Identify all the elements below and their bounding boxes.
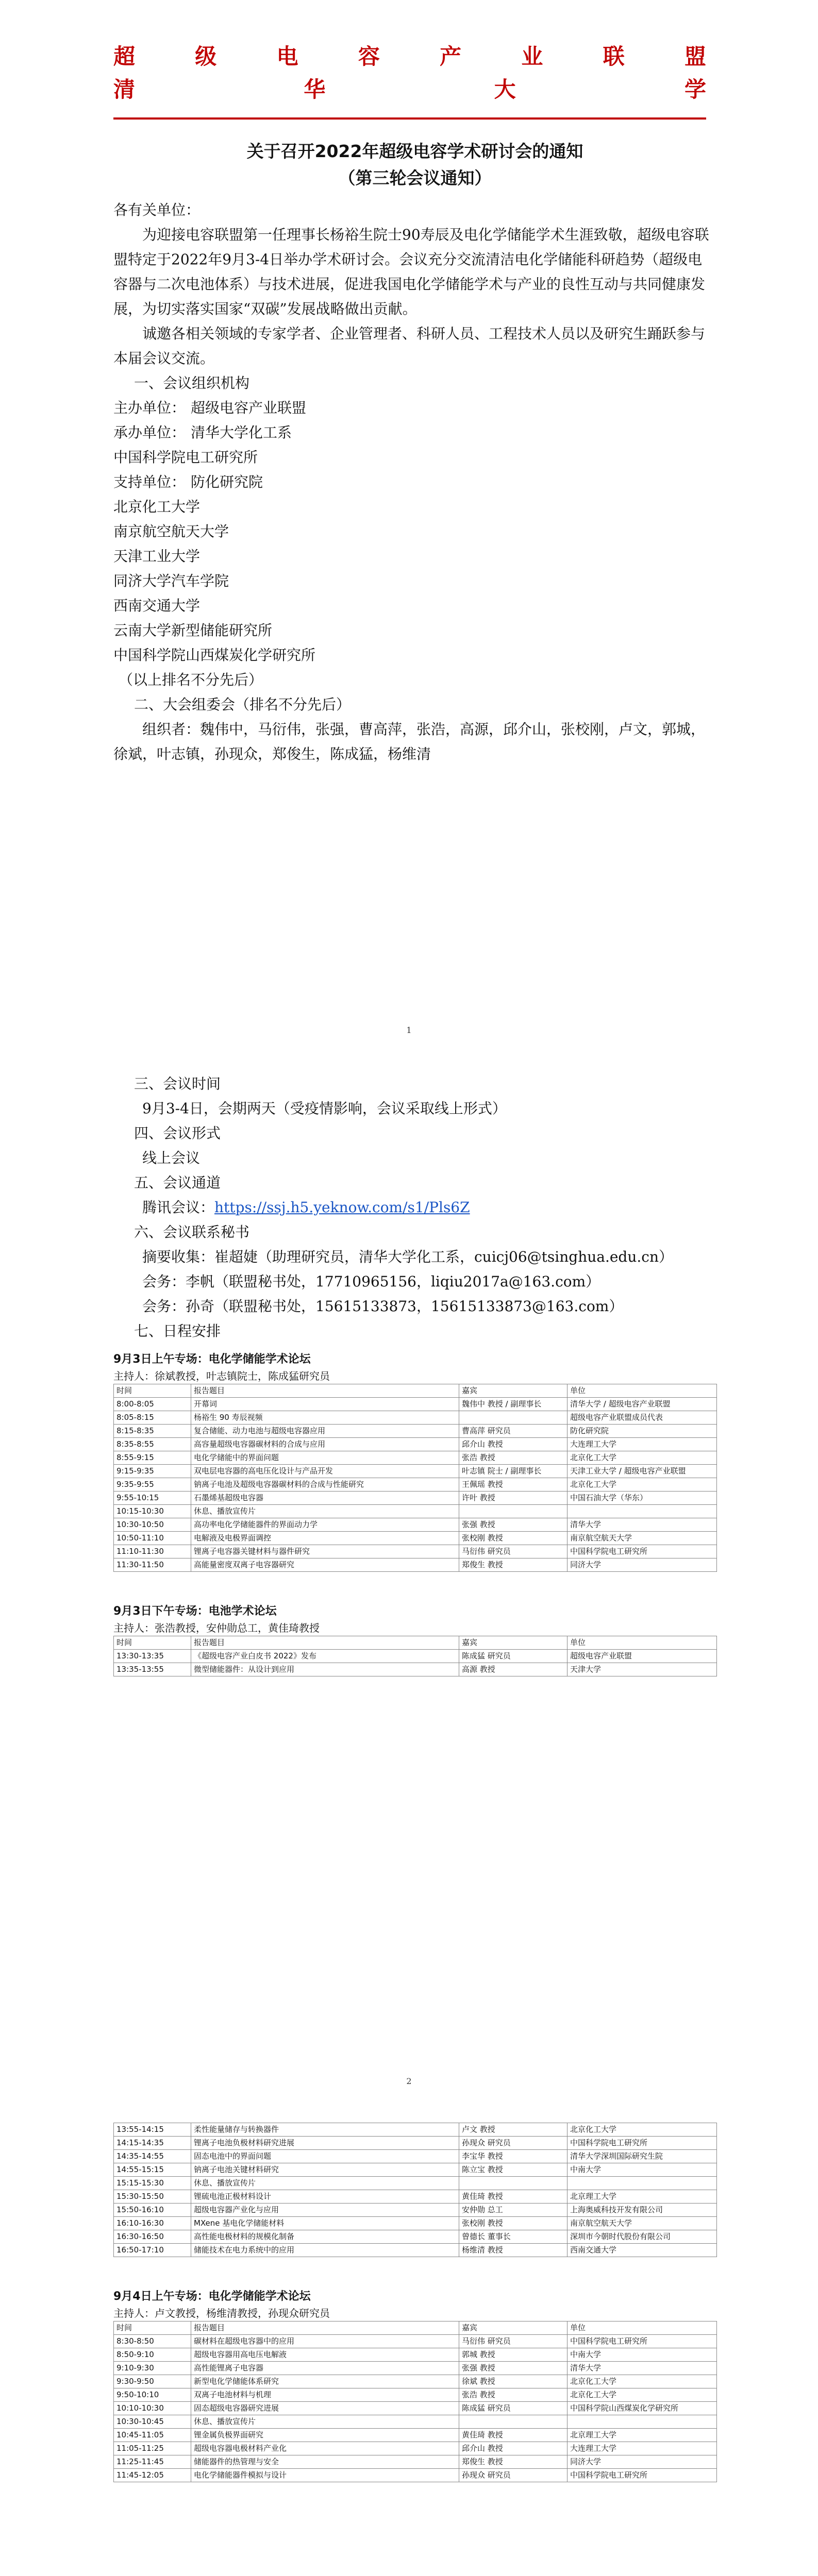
table-row — [114, 2150, 717, 2163]
row-topic: 电解液及电极界面调控 — [191, 1532, 459, 1545]
meeting-form: 线上会议 — [142, 1149, 201, 1166]
row-guest: 高源 教授 — [459, 1663, 567, 1676]
letterhead-char: 学 — [684, 77, 706, 102]
table-row — [114, 1558, 717, 1572]
column-header-unit: 单位 — [567, 1636, 717, 1650]
row-unit: 中国科学院电工研究所 — [567, 2335, 717, 2348]
row-unit: 西南交通大学 — [567, 2244, 717, 2257]
row-topic: 电化学储能器件模拟与设计 — [191, 2469, 459, 2482]
row-unit: 上海奥威科技开发有限公司 — [567, 2204, 717, 2217]
table-header-row — [114, 2321, 717, 2335]
committee-members: 组织者：魏伟中，马衍伟，张强，曹高萍，张浩，高源，邱介山，张校刚，卢文，郭城，徐斌，叶志镇，孙现众，郑俊生，陈成猛，杨维清 — [113, 721, 706, 762]
row-topic: 固态电池中的界面问题 — [191, 2150, 459, 2163]
channel-prefix: 腾讯会议： — [142, 1199, 215, 1216]
row-guest: 郑俊生 教授 — [459, 1558, 567, 1572]
row-unit: 北京理工大学 — [567, 2190, 717, 2204]
row-guest: 陈成猛 研究员 — [459, 2402, 567, 2415]
row-topic: 微型储能器件：从设计到应用 — [191, 1663, 459, 1676]
row-guest: 张浩 教授 — [459, 2388, 567, 2402]
table-row — [114, 2415, 717, 2429]
undertake-line — [113, 420, 716, 445]
row-unit: 中国石油大学（华东） — [567, 1492, 717, 1505]
row-unit: 南京航空航天大学 — [567, 1532, 717, 1545]
row-guest: 邱介山 教授 — [459, 1438, 567, 1451]
row-unit: 清华大学 / 超级电容产业联盟 — [567, 1398, 717, 1411]
row-guest: 孙现众 研究员 — [459, 2469, 567, 2482]
table-row — [114, 1532, 717, 1545]
row-guest: 叶志镇 院士 / 副理事长 — [459, 1465, 567, 1478]
row-guest: 卢文 教授 — [459, 2123, 567, 2137]
support-org: 南京航空航天大学 — [113, 523, 229, 540]
row-unit: 北京化工大学 — [567, 1451, 717, 1465]
row-time: 14:15-14:35 — [114, 2137, 191, 2150]
letterhead-char: 业 — [521, 44, 543, 69]
table-row — [114, 1438, 717, 1451]
column-header-topic: 报告题目 — [191, 1636, 459, 1650]
table-row — [114, 1518, 717, 1532]
table-row — [114, 2402, 717, 2415]
row-guest: 张校刚 教授 — [459, 1532, 567, 1545]
column-header-time: 时间 — [114, 1384, 191, 1398]
undertake-org: 中国科学院电工研究所 — [113, 449, 258, 466]
row-unit — [567, 1505, 717, 1518]
row-guest: 邱介山 教授 — [459, 2442, 567, 2455]
row-time: 9:10-9:30 — [114, 2362, 191, 2375]
table-row — [114, 2335, 717, 2348]
row-topic: 锂金属负极界面研究 — [191, 2429, 459, 2442]
row-time: 10:10-10:30 — [114, 2402, 191, 2415]
letterhead-char: 大 — [494, 77, 516, 102]
row-topic: 钠离子电池关键材料研究 — [191, 2163, 459, 2177]
row-time: 11:30-11:50 — [114, 1558, 191, 1572]
row-guest: 黄佳琦 教授 — [459, 2429, 567, 2442]
row-topic: 电化学储能中的界面问题 — [191, 1451, 459, 1465]
row-guest: 张强 教授 — [459, 2362, 567, 2375]
table-row — [114, 1465, 717, 1478]
session-host: 主持人：张浩教授，安仲勋总工，黄佳琦教授 — [113, 1622, 320, 1634]
column-header-time: 时间 — [114, 2321, 191, 2335]
row-unit: 同济大学 — [567, 2455, 717, 2469]
row-unit: 超级电容产业联盟 — [567, 1650, 717, 1663]
row-topic: 高容量超级电容器碳材料的合成与应用 — [191, 1438, 459, 1451]
row-unit: 中南大学 — [567, 2163, 717, 2177]
row-unit: 清华大学 — [567, 2362, 717, 2375]
secretary-contact-1: 会务：李帆（联盟秘书处，17710965156，liqiu2017a@163.com） — [142, 1273, 600, 1290]
row-time: 16:50-17:10 — [114, 2244, 191, 2257]
section-time-heading: 三、会议时间 — [134, 1075, 221, 1092]
letterhead-char: 华 — [304, 77, 326, 102]
row-topic: 固态超级电容器研究进展 — [191, 2402, 459, 2415]
row-time: 9:30-9:50 — [114, 2375, 191, 2388]
column-header-guest: 嘉宾 — [459, 2321, 567, 2335]
row-guest: 马衍伟 研究员 — [459, 1545, 567, 1558]
row-guest: 陈成猛 研究员 — [459, 1650, 567, 1663]
row-unit: 清华大学深圳国际研究生院 — [567, 2150, 717, 2163]
notice-title: 关于召开2022年超级电容学术研讨会的通知 — [246, 141, 583, 161]
row-topic: MXene 基电化学储能材料 — [191, 2217, 459, 2230]
row-unit: 中国科学院山西煤炭化学研究所 — [567, 2402, 717, 2415]
row-unit: 中南大学 — [567, 2348, 717, 2362]
table-row — [114, 2429, 717, 2442]
row-topic: 超级电容器电极材料产业化 — [191, 2442, 459, 2455]
row-guest: 曾德长 董事长 — [459, 2230, 567, 2244]
row-topic: 柔性能量储存与转换器件 — [191, 2123, 459, 2137]
row-guest: 张浩 教授 — [459, 1451, 567, 1465]
row-unit — [567, 2177, 717, 2190]
row-unit: 超级电容产业联盟成员代表 — [567, 1411, 717, 1425]
row-unit — [567, 2415, 717, 2429]
row-time: 16:10-16:30 — [114, 2217, 191, 2230]
session-title: 9月4日上午专场：电化学储能学术论坛 — [113, 2290, 311, 2303]
host-line — [113, 396, 716, 420]
row-guest: 许叶 教授 — [459, 1492, 567, 1505]
row-guest: 安仲勋 总工 — [459, 2204, 567, 2217]
row-guest: 黄佳琦 教授 — [459, 2190, 567, 2204]
row-time: 9:35-9:55 — [114, 1478, 191, 1492]
letterhead-char: 产 — [440, 44, 462, 69]
row-unit: 北京化工大学 — [567, 1478, 717, 1492]
row-topic: 双离子电池材料与机理 — [191, 2388, 459, 2402]
row-guest: 郭城 教授 — [459, 2348, 567, 2362]
row-guest: 马衍伟 研究员 — [459, 2335, 567, 2348]
table-row — [114, 1663, 717, 1676]
letterhead-char: 联 — [603, 44, 625, 69]
letterhead-char: 级 — [195, 44, 217, 69]
column-header-topic: 报告题目 — [191, 2321, 459, 2335]
table-row — [114, 2455, 717, 2469]
row-topic: 休息、播放宣传片 — [191, 1505, 459, 1518]
row-time: 13:35-13:55 — [114, 1663, 191, 1676]
row-topic: 开幕词 — [191, 1398, 459, 1411]
row-topic: 《超级电容产业白皮书 2022》发布 — [191, 1650, 459, 1663]
row-topic: 高性能锂离子电容器 — [191, 2362, 459, 2375]
table-row — [114, 2163, 717, 2177]
meeting-link[interactable]: https://ssj.h5.yeknow.com/s1/Pls6Z — [214, 1199, 470, 1216]
schedule-table — [113, 1636, 717, 1676]
support-line — [113, 470, 716, 495]
row-time: 11:10-11:30 — [114, 1545, 191, 1558]
row-topic: 高性能电极材料的规模化制备 — [191, 2230, 459, 2244]
table-row — [114, 1492, 717, 1505]
row-topic: 锂离子电池负极材料研究进展 — [191, 2137, 459, 2150]
row-time: 15:50-16:10 — [114, 2204, 191, 2217]
row-time: 8:15-8:35 — [114, 1425, 191, 1438]
section-form-heading: 四、会议形式 — [134, 1125, 221, 1142]
row-unit: 天津大学 — [567, 1663, 717, 1676]
support-note: （以上排名不分先后） — [119, 671, 263, 688]
row-unit: 同济大学 — [567, 1558, 717, 1572]
row-unit: 深圳市今朝时代股份有限公司 — [567, 2230, 717, 2244]
table-row — [114, 2190, 717, 2204]
row-guest: 张强 教授 — [459, 1518, 567, 1532]
schedule-table — [113, 2321, 717, 2482]
table-row — [114, 2442, 717, 2455]
session-host: 主持人：徐斌教授，叶志镇院士，陈成猛研究员 — [113, 1370, 330, 1382]
row-time: 8:35-8:55 — [114, 1438, 191, 1451]
row-guest — [459, 2177, 567, 2190]
row-time: 10:45-11:05 — [114, 2429, 191, 2442]
table-row — [114, 1505, 717, 1518]
section-channel-heading: 五、会议通道 — [134, 1174, 221, 1191]
schedule-table — [113, 2123, 717, 2257]
undertake-org: 清华大学化工系 — [191, 424, 292, 441]
row-guest: 孙现众 研究员 — [459, 2137, 567, 2150]
table-row — [114, 2123, 717, 2137]
table-row — [114, 1398, 717, 1411]
support-org: 中国科学院山西煤炭化学研究所 — [113, 647, 316, 664]
table-row — [114, 2177, 717, 2190]
row-guest — [459, 1411, 567, 1425]
table-row — [114, 2469, 717, 2482]
row-topic: 超级电容器产业化与应用 — [191, 2204, 459, 2217]
section-schedule-heading: 七、日程安排 — [134, 1323, 221, 1340]
row-topic: 钠离子电池及超级电容器碳材料的合成与性能研究 — [191, 1478, 459, 1492]
row-topic: 休息、播放宣传片 — [191, 2415, 459, 2429]
letterhead-char: 盟 — [684, 44, 706, 69]
page-3-body — [113, 2123, 716, 2482]
table-header-row — [114, 1384, 717, 1398]
row-time: 13:30-13:35 — [114, 1650, 191, 1663]
row-time: 14:35-14:55 — [114, 2150, 191, 2163]
row-topic: 储能器件的热管理与安全 — [191, 2455, 459, 2469]
letterhead — [113, 40, 706, 120]
table-row — [114, 2348, 717, 2362]
section-secretary-heading: 六、会议联系秘书 — [134, 1224, 250, 1241]
row-guest: 王佩瑶 教授 — [459, 1478, 567, 1492]
letterhead-char: 电 — [276, 44, 298, 69]
letterhead-line-2 — [113, 73, 706, 106]
page-number: 2 — [406, 2076, 412, 2086]
row-topic: 碳材料在超级电容器中的应用 — [191, 2335, 459, 2348]
row-topic: 新型电化学储能体系研究 — [191, 2375, 459, 2388]
row-unit: 中国科学院电工研究所 — [567, 2469, 717, 2482]
table-row — [114, 2230, 717, 2244]
section-organization-heading: 一、会议组织机构 — [134, 375, 250, 392]
meeting-time: 9月3-4日，会期两天（受疫情影响，会议采取线上形式） — [142, 1100, 507, 1117]
table-row — [114, 2244, 717, 2257]
support-org: 西南交通大学 — [113, 597, 201, 614]
table-header-row — [114, 1636, 717, 1650]
greeting: 各有关单位： — [113, 201, 201, 218]
session-title: 9月3日下午专场：电池学术论坛 — [113, 1605, 277, 1618]
support-org: 同济大学汽车学院 — [113, 572, 229, 589]
row-guest: 张校刚 教授 — [459, 2217, 567, 2230]
column-header-guest: 嘉宾 — [459, 1384, 567, 1398]
host-label: 主办单位： — [113, 399, 186, 416]
meeting-channel — [113, 1195, 716, 1220]
row-topic: 锂硫电池正极材料设计 — [191, 2190, 459, 2204]
row-unit: 大连理工大学 — [567, 1438, 717, 1451]
row-unit: 北京化工大学 — [567, 2375, 717, 2388]
row-topic: 双电层电容器的高电压化设计与产品开发 — [191, 1465, 459, 1478]
row-unit: 清华大学 — [567, 1518, 717, 1532]
row-unit: 北京理工大学 — [567, 2429, 717, 2442]
row-time: 8:30-8:50 — [114, 2335, 191, 2348]
row-unit: 天津工业大学 / 超级电容产业联盟 — [567, 1465, 717, 1478]
secretary-contact-2: 会务：孙奇（联盟秘书处，15615133873，15615133873@163.com） — [142, 1298, 624, 1315]
row-time: 13:55-14:15 — [114, 2123, 191, 2137]
row-unit: 大连理工大学 — [567, 2442, 717, 2455]
row-topic: 储能技术在电力系统中的应用 — [191, 2244, 459, 2257]
row-unit: 北京化工大学 — [567, 2123, 717, 2137]
support-org: 北京化工大学 — [113, 498, 201, 515]
row-unit: 防化研究院 — [567, 1425, 717, 1438]
secretary-abstract: 摘要收集：崔超婕（助理研究员，清华大学化工系，cuicj06@tsinghua.edu.cn） — [142, 1248, 674, 1265]
table-row — [114, 2137, 717, 2150]
row-time: 15:15-15:30 — [114, 2177, 191, 2190]
column-header-time: 时间 — [114, 1636, 191, 1650]
column-header-unit: 单位 — [567, 1384, 717, 1398]
page-number: 1 — [406, 1025, 412, 1035]
table-row — [114, 2217, 717, 2230]
row-time: 10:30-10:50 — [114, 1518, 191, 1532]
row-time: 10:30-10:45 — [114, 2415, 191, 2429]
row-time: 9:15-9:35 — [114, 1465, 191, 1478]
row-time: 11:25-11:45 — [114, 2455, 191, 2469]
row-unit: 南京航空航天大学 — [567, 2217, 717, 2230]
host-org: 超级电容产业联盟 — [191, 399, 307, 416]
column-header-guest: 嘉宾 — [459, 1636, 567, 1650]
row-time: 14:55-15:15 — [114, 2163, 191, 2177]
row-guest: 徐斌 教授 — [459, 2375, 567, 2388]
row-guest — [459, 2415, 567, 2429]
intro-paragraph: 为迎接电容联盟第一任理事长杨裕生院士90寿辰及电化学储能学术生涯致敬，超级电容联盟特定于2022年9月3-4日举办学术研讨会。会议充分交流清洁电化学储能科研趋势（超级电容器与二次电池体系）与技术进展，促进我国电化学储能学术与产业的良性互动与共同健康发展，为切实落实国家“双碳”发展战略做出贡献。 — [113, 226, 709, 317]
table-row — [114, 1650, 717, 1663]
row-time: 11:45-12:05 — [114, 2469, 191, 2482]
schedule-table — [113, 1384, 717, 1572]
row-guest: 李宝华 教授 — [459, 2150, 567, 2163]
column-header-unit: 单位 — [567, 2321, 717, 2335]
row-topic: 复合储能、动力电池与超级电容器应用 — [191, 1425, 459, 1438]
row-topic: 石墨烯基超级电容器 — [191, 1492, 459, 1505]
row-time: 11:05-11:25 — [114, 2442, 191, 2455]
row-guest — [459, 1505, 567, 1518]
page-3 — [0, 2102, 818, 2576]
row-time: 9:50-10:10 — [114, 2388, 191, 2402]
row-guest: 陈立宝 教授 — [459, 2163, 567, 2177]
page-2 — [0, 1051, 818, 2102]
letterhead-char: 容 — [358, 44, 380, 69]
table-row — [114, 2362, 717, 2375]
page-2-body — [113, 1072, 716, 1676]
row-topic: 超级电容器用高电压电解液 — [191, 2348, 459, 2362]
section-committee-heading: 二、大会组委会（排名不分先后） — [134, 696, 351, 713]
row-time: 16:30-16:50 — [114, 2230, 191, 2244]
table-row — [114, 1545, 717, 1558]
row-unit: 中国科学院电工研究所 — [567, 1545, 717, 1558]
row-time: 10:50-11:10 — [114, 1532, 191, 1545]
invite-paragraph: 诚邀各相关领域的专家学者、企业管理者、科研人员、工程技术人员以及研究生踊跃参与本届会议交流。 — [113, 325, 706, 367]
row-unit: 北京化工大学 — [567, 2388, 717, 2402]
row-time: 8:05-8:15 — [114, 1411, 191, 1425]
row-unit: 中国科学院电工研究所 — [567, 2137, 717, 2150]
notice-subtitle: （第三轮会议通知） — [338, 168, 492, 188]
row-time: 15:30-15:50 — [114, 2190, 191, 2204]
support-org: 天津工业大学 — [113, 548, 201, 565]
row-time: 10:15-10:30 — [114, 1505, 191, 1518]
row-time: 9:55-10:15 — [114, 1492, 191, 1505]
row-guest: 魏伟中 教授 / 副理事长 — [459, 1398, 567, 1411]
support-org: 防化研究院 — [191, 473, 263, 490]
table-row — [114, 1425, 717, 1438]
row-topic: 杨裕生 90 寿辰视频 — [191, 1411, 459, 1425]
row-guest: 曹高萍 研究员 — [459, 1425, 567, 1438]
table-row — [114, 2388, 717, 2402]
table-row — [114, 1451, 717, 1465]
notice-body — [113, 138, 716, 767]
table-row — [114, 2375, 717, 2388]
table-row — [114, 1411, 717, 1425]
session-host: 主持人：卢文教授，杨维清教授，孙现众研究员 — [113, 2307, 330, 2319]
undertake-label: 承办单位： — [113, 424, 186, 441]
row-time: 8:00-8:05 — [114, 1398, 191, 1411]
letterhead-char: 超 — [113, 44, 136, 69]
table-row — [114, 1478, 717, 1492]
support-org: 云南大学新型储能研究所 — [113, 622, 273, 639]
row-topic: 休息、播放宣传片 — [191, 2177, 459, 2190]
row-time: 8:50-9:10 — [114, 2348, 191, 2362]
support-label: 支持单位： — [113, 473, 186, 490]
table-row — [114, 2204, 717, 2217]
row-topic: 高能量密度双离子电容器研究 — [191, 1558, 459, 1572]
row-topic: 高功率电化学储能器件的界面动力学 — [191, 1518, 459, 1532]
column-header-topic: 报告题目 — [191, 1384, 459, 1398]
row-time: 8:55-9:15 — [114, 1451, 191, 1465]
row-guest: 郑俊生 教授 — [459, 2455, 567, 2469]
page-1 — [0, 0, 818, 1051]
letterhead-line-1 — [113, 40, 706, 73]
letterhead-char: 清 — [113, 77, 136, 102]
session-title: 9月3日上午专场：电化学储能学术论坛 — [113, 1353, 311, 1366]
row-topic: 锂离子电容器关键材料与器件研究 — [191, 1545, 459, 1558]
letterhead-rule — [113, 117, 706, 120]
row-guest: 杨维清 教授 — [459, 2244, 567, 2257]
